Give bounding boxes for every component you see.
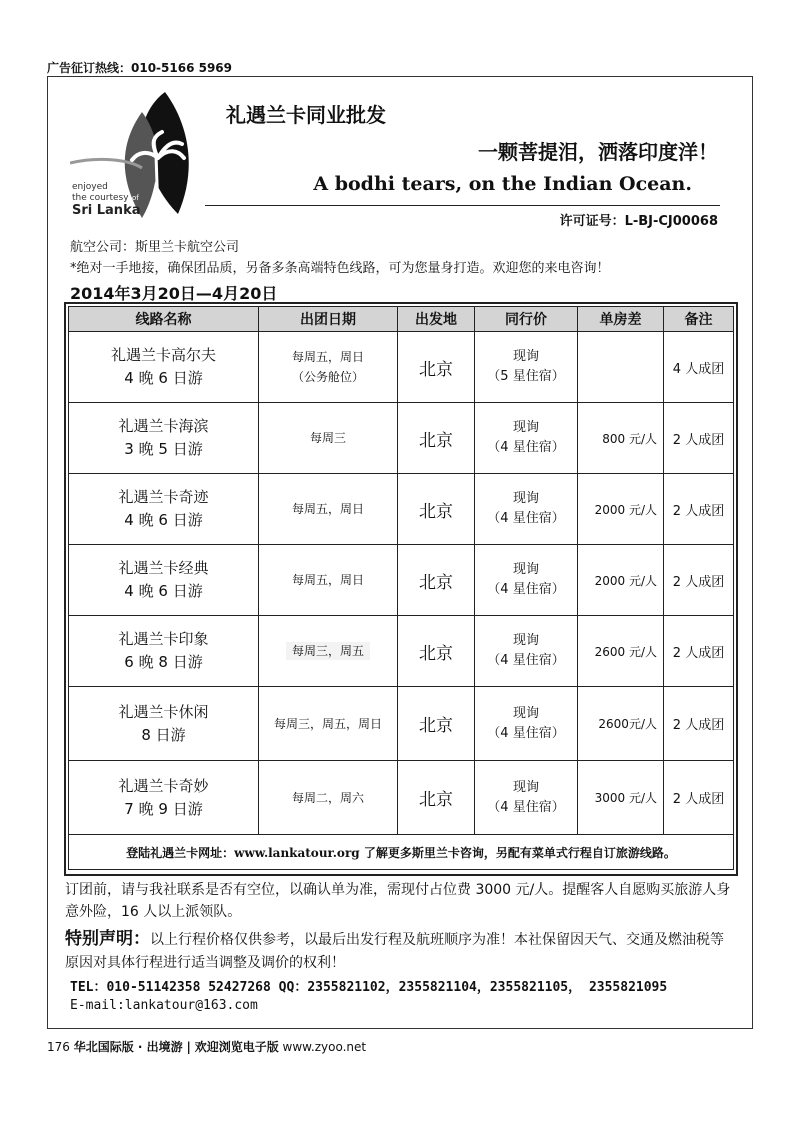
price-cell (475, 403, 578, 474)
logo-brand: Sri Lanka (72, 203, 141, 218)
ebook-note: 欢迎浏览电子版 (194, 1040, 279, 1054)
schedule-days: 每周五，周日 (291, 350, 364, 364)
route-duration: 4 晚 6 日游 (124, 511, 203, 529)
disclaimer-text: 以上行程价格仅供参考，以最后出发行程及航班顺序为准！本社保留因天气、交通及燃油税等原因对具体行程进行适当调整及调价的权利！ (65, 932, 724, 971)
route-duration: 4 晚 6 日游 (124, 582, 203, 600)
header-trade-price: 同行价 (475, 307, 578, 332)
price-value: 现询 (512, 491, 539, 506)
schedule-days: 每周五，周日 (259, 545, 398, 616)
single-supplement: 2000 元/人 (578, 545, 664, 616)
disclaimer-label: 特别声明： (65, 929, 150, 949)
price-value: 现询 (512, 562, 539, 577)
route-cell (69, 474, 259, 545)
single-supplement: 2600元/人 (578, 687, 664, 761)
contact-email: E-mail:lankatour@163.com (70, 998, 258, 1013)
header-slogan-en: A bodhi tears, on the Indian Ocean. (313, 173, 692, 195)
schedule-days: 每周三 (259, 403, 398, 474)
schedule-days: 每周五，周日 (259, 474, 398, 545)
route-cell (69, 403, 259, 474)
price-note: （4 星住宿） (487, 725, 565, 741)
ad-hotline: 广告征订热线：010-5166 5969 (47, 61, 233, 75)
table-header-row (69, 307, 734, 332)
route-cell (69, 545, 259, 616)
departure-city: 北京 (398, 687, 475, 761)
contact-phone: TEL：010-51142358 52427268 QQ：2355821102，2355821104，2355821105， 2355821095 (70, 980, 668, 995)
departure-city: 北京 (398, 616, 475, 687)
departure-city: 北京 (398, 545, 475, 616)
schedule-note: （公务舱位） (291, 370, 364, 384)
table-row (69, 474, 734, 545)
schedule-cell (259, 332, 398, 403)
route-cell (69, 332, 259, 403)
page-number: 176 (47, 1040, 70, 1054)
price-note: （4 星住宿） (487, 799, 565, 815)
route-duration: 3 晚 5 日游 (124, 440, 203, 458)
price-cell (475, 687, 578, 761)
airline-info: 航空公司：斯里兰卡航空公司 (70, 240, 240, 255)
price-cell (475, 545, 578, 616)
schedule-days: 每周三，周五，周日 (259, 687, 398, 761)
remarks: 2 人成团 (664, 761, 734, 835)
route-cell (69, 761, 259, 835)
table-row (69, 332, 734, 403)
departure-city: 北京 (398, 474, 475, 545)
single-supplement: 800 元/人 (578, 403, 664, 474)
table-row (69, 761, 734, 835)
valid-period: 2014年3月20日—4月20日 (70, 284, 278, 303)
price-note: （4 星住宿） (487, 440, 565, 455)
route-cell (69, 616, 259, 687)
price-value: 现询 (512, 705, 539, 721)
publication-name: 华北国际版 · 出境游 (73, 1040, 183, 1054)
schedule-days: 每周三，周五 (286, 642, 370, 660)
footer-separator: | (186, 1040, 191, 1054)
price-note: （5 星住宿） (487, 369, 565, 384)
header-remarks: 备注 (664, 307, 734, 332)
table-footer-row (69, 835, 734, 870)
remarks: 4 人成团 (664, 332, 734, 403)
site-url: www.zyoo.net (282, 1040, 367, 1054)
single-supplement: 3000 元/人 (578, 761, 664, 835)
single-supplement (578, 332, 664, 403)
logo-text-line2: the courtesy (72, 193, 129, 203)
logo-text-line3: of (132, 194, 139, 202)
route-duration: 6 晚 8 日游 (124, 653, 203, 671)
route-cell (69, 687, 259, 761)
route-name: 礼遇兰卡经典 (118, 559, 209, 577)
single-supplement: 2600 元/人 (578, 616, 664, 687)
route-duration: 4 晚 6 日游 (124, 369, 203, 387)
table-row (69, 616, 734, 687)
remarks: 2 人成团 (664, 403, 734, 474)
route-name: 礼遇兰卡休闲 (118, 702, 209, 721)
route-name: 礼遇兰卡奇妙 (118, 776, 209, 795)
header-departure-date: 出团日期 (259, 307, 398, 332)
table-row (69, 687, 734, 761)
price-cell (475, 332, 578, 403)
price-cell (475, 616, 578, 687)
price-value: 现询 (512, 420, 539, 435)
remarks: 2 人成团 (664, 545, 734, 616)
route-duration: 7 晚 9 日游 (124, 799, 203, 818)
remarks: 2 人成团 (664, 687, 734, 761)
remarks: 2 人成团 (664, 616, 734, 687)
route-name: 礼遇兰卡高尔夫 (110, 346, 216, 364)
price-value: 现询 (512, 779, 539, 795)
routes-table-frame (64, 302, 738, 876)
routes-table (68, 306, 734, 870)
page-footer (47, 1038, 366, 1055)
price-value: 现询 (512, 349, 539, 364)
schedule-cell (259, 616, 398, 687)
price-note: （4 星住宿） (487, 653, 565, 668)
departure-city: 北京 (398, 761, 475, 835)
price-note: （4 星住宿） (487, 582, 565, 597)
price-cell (475, 761, 578, 835)
price-value: 现询 (512, 633, 539, 648)
table-row (69, 545, 734, 616)
intro-text: *绝对一手地接，确保团品质，另备多条高端特色线路，可为您量身打造。欢迎您的来电咨询！ (70, 261, 610, 276)
header-divider (205, 205, 720, 206)
departure-city: 北京 (398, 403, 475, 474)
logo-text-line1: enjoyed (72, 182, 108, 192)
route-name: 礼遇兰卡奇迹 (118, 488, 209, 506)
table-row (69, 403, 734, 474)
license-number: 许可证号：L-BJ-CJ00068 (559, 214, 718, 229)
price-note: （4 星住宿） (487, 511, 565, 526)
price-cell (475, 474, 578, 545)
disclaimer (65, 928, 735, 975)
sri-lanka-logo (70, 88, 210, 223)
schedule-days: 每周二，周六 (259, 761, 398, 835)
header-slogan-cn: 一颗菩提泪，洒落印度洋！ (478, 140, 718, 164)
route-duration: 8 日游 (141, 725, 186, 744)
remarks: 2 人成团 (664, 474, 734, 545)
header-title: 礼遇兰卡同业批发 (226, 103, 386, 127)
header-single-supplement: 单房差 (578, 307, 664, 332)
website-note: 登陆礼遇兰卡网址：www.lankatour.org 了解更多斯里兰卡咨询，另配有菜单式行程自订旅游线路。 (69, 835, 734, 870)
booking-note: 订团前，请与我社联系是否有空位，以确认单为准，需现付占位费 3000 元/人。提醒客人自愿购买旅游人身意外险，16 人以上派领队。 (65, 882, 731, 920)
header-route-name: 线路名称 (69, 307, 259, 332)
single-supplement: 2000 元/人 (578, 474, 664, 545)
departure-city: 北京 (398, 332, 475, 403)
route-name: 礼遇兰卡海滨 (118, 417, 209, 435)
route-name: 礼遇兰卡印象 (118, 630, 209, 648)
palm-leaf-icon (70, 88, 210, 223)
header-departure-city: 出发地 (398, 307, 475, 332)
